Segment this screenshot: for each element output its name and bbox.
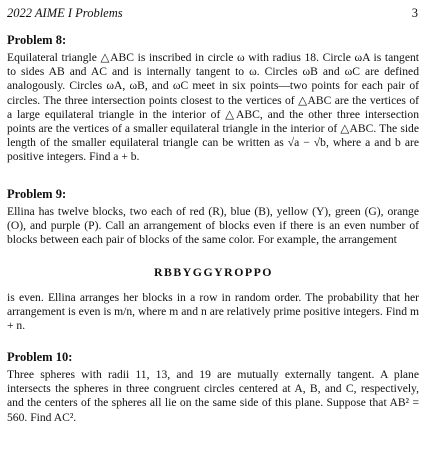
problem-9-example-arrangement: RBBYGGYROPPO (154, 265, 273, 279)
page-number: 3 (411, 6, 418, 20)
problem-9-text-before: Ellina has twelve blocks, two each of red (R), blue (B), yellow (Y), green (G), orange (O), and purple (P). Call an arrangement of blocks even if there is an even number of blocks between each pair of blocks of the same color. For example, the arrangement (7, 205, 419, 247)
document-title: 2022 AIME I Problems (7, 6, 123, 20)
problem-9-text-after: is even. Ellina arranges her blocks in a row in random order. The probability that her arrangement is even is m/n, where m and n are relatively prime positive integers. Find m + n. (7, 291, 419, 333)
problem-8-heading: Problem 8: (7, 33, 67, 47)
problem-10-heading: Problem 10: (7, 350, 73, 364)
problem-8-text: Equilateral triangle △ABC is inscribed in circle ω with radius 18. Circle ωA is tangent to sides AB and AC and is internally tangent to ω. Circles ωB and ωC are defined analogously. Circles ωA, ωB, and ωC meet in six points—two points for each pair of circles. The three intersection points closest to the vertices of △ABC are the vertices of a large equilateral triangle in the interior of △ABC, and the other three intersection points are the vertices of a smaller equilateral triangle in the interior of △ABC. The side length of the smaller equilateral triangle can be written as √a − √b, where a and b are positive integers. Find a + b. (7, 51, 419, 164)
problem-9-heading: Problem 9: (7, 187, 67, 201)
page-header (7, 6, 418, 21)
problem-10-text: Three spheres with radii 11, 13, and 19 are mutually externally tangent. A plane intersects the spheres in three congruent circles centered at A, B, and C, respectively, and the centers of the spheres all lie on the same side of this plane. Suppose that AB² = 560. Find AC². (7, 368, 419, 424)
